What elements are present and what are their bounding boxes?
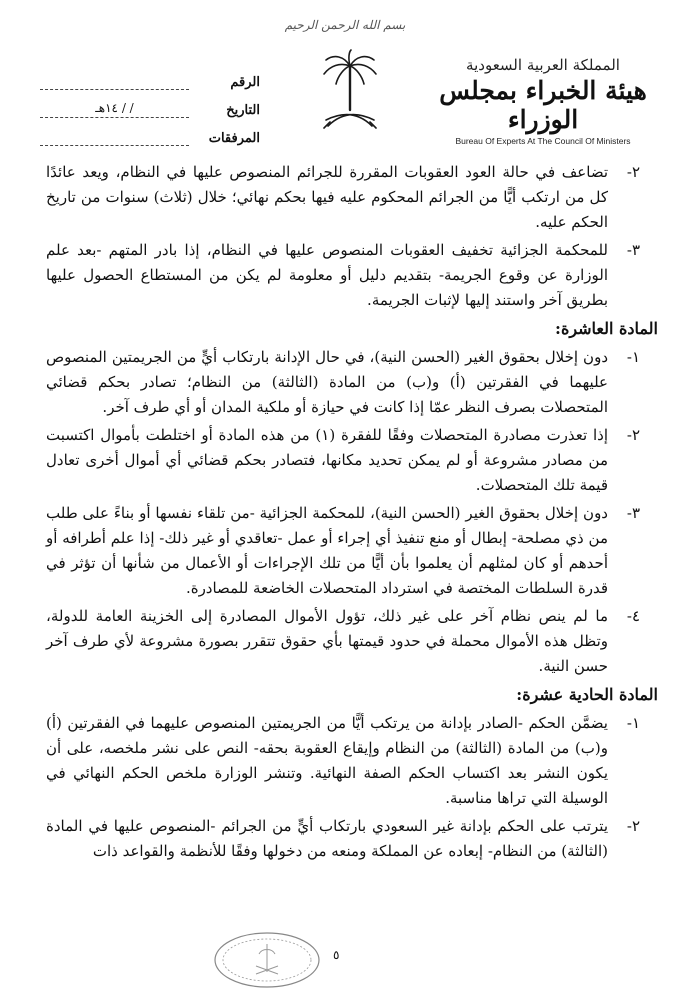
item-text: إذا تعذرت مصادرة المتحصلات وفقًا للفقرة (١) من هذه المادة أو اختلطت بأموال اكتسبت من مصادر مشروعة أو لم يمكن تحديد مكانها، فتصادر بحكم قضائي أي أموال أخرى تعادل قيمة تلك المتحصلات.	[46, 426, 608, 494]
article-10-heading: المادة العاشرة:	[555, 319, 658, 338]
paragraph-item	[46, 160, 640, 235]
reference-row	[40, 62, 260, 90]
attachments-field	[40, 129, 189, 146]
article-11-heading: المادة الحادية عشرة:	[516, 685, 658, 704]
item-number: ٣-	[626, 241, 640, 259]
item-text: يضمَّن الحكم -الصادر بإدانة من يرتكب أيًّا من الجريمتين المنصوص عليهما في الفقرتين (أ) و(ب) من المادة (الثالثة) من النظام وإيقاع العقوبة بحقه- النص على نشر ملخصه، على أن يكون النشر بعد اكتساب الحكم الصفة النهائية. وتنشر الوزارة ملخص الحكم النهائي في الوسيلة التي تراها مناسبة.	[46, 714, 608, 807]
reference-field	[40, 73, 189, 90]
page-number: ٥	[333, 948, 340, 962]
item-number: ٣-	[626, 504, 640, 522]
item-number: ٢-	[626, 426, 640, 444]
paragraph-item	[46, 604, 640, 679]
paragraph-item	[46, 711, 640, 811]
item-text: ما لم ينص نظام آخر على غير ذلك، تؤول الأموال المصادرة إلى الخزينة العامة للدولة، وتظل هذه الأموال محملة في حدود قيمتها بأي حقوق تتقرر بصورة مشروعة لأي طرف آخر حسن النية.	[46, 607, 608, 675]
reference-block	[40, 62, 260, 146]
date-field: / / ١٤هـ	[40, 101, 189, 118]
paragraph-item	[46, 501, 640, 601]
item-text: دون إخلال بحقوق الغير (الحسن النية)، في حال الإدانة بارتكاب أيٍّ من الجريمتين المنصوص عليهما في الفقرتين (أ) و(ب) من المادة (الثالثة) من النظام؛ تصادر بحكم قضائي المتحصلات بصرف النظر عمّا إذا كانت في حيازة أو ملكية المدان أو أي طرف آخر.	[46, 348, 608, 416]
paragraph-item	[46, 238, 640, 313]
attachments-label: المرفقات	[208, 131, 260, 146]
kingdom-name: المملكة العربية السعودية	[466, 56, 620, 74]
item-number: ٢-	[626, 163, 640, 181]
bureau-name-arabic: هيئة الخبراء بمجلس الوزراء	[439, 76, 647, 134]
date-label: التاريخ	[226, 103, 260, 118]
official-seal-icon	[212, 930, 322, 990]
date-row	[40, 90, 260, 118]
palm-swords-emblem-icon	[318, 48, 382, 138]
item-text: يترتب على الحكم بإدانة غير السعودي بارتكاب أيٍّ من الجرائم -المنصوص عليها في المادة (الثالثة) من النظام- إبعاده عن المملكة ومنعه من دخولها وفقًا للأنظمة والقواعد ذات	[46, 817, 608, 860]
item-number: ٤-	[626, 607, 640, 625]
item-number: ١-	[626, 714, 640, 732]
item-number: ١-	[626, 348, 640, 366]
item-text: للمحكمة الجزائية تخفيف العقوبات المنصوص عليها في النظام، إذا بادر المتهم -بعد علم الوزارة عن وقوع الجريمة- بتقديم دليل أو معلومة لم يكن من المستطاع الحصول عليها بطريق آخر واستند إليها لإثبات الجريمة.	[46, 241, 608, 309]
attachments-row	[40, 118, 260, 146]
item-text: تضاعف في حالة العود العقوبات المقررة للجرائم المنصوص عليها في النظام، ويعد عائدًا كل من ارتكب أيًّا من الجرائم المحكوم عليه فيها بحكم نهائي؛ خلال (ثلاث) سنوات من تاريخ الحكم عليه.	[46, 163, 608, 231]
document-body	[46, 160, 658, 867]
paragraph-item	[46, 814, 640, 864]
bureau-logo	[428, 56, 658, 146]
item-number: ٢-	[626, 817, 640, 835]
basmala: بسم الله الرحمن الرحيم	[284, 18, 406, 32]
bureau-name-english: Bureau Of Experts At The Council Of Ministers	[455, 136, 631, 146]
paragraph-item	[46, 423, 640, 498]
item-text: دون إخلال بحقوق الغير (الحسن النية)، للمحكمة الجزائية -من تلقاء نفسها أو بناءً على طلب من ذي مصلحة- إبطال أو منع تنفيذ أي إجراء أو عمل -تعاقدي أو غير ذلك- إذا علم أطرافه أو أحدهم أو كان لمثلهم أن يعلموا بأن أيًّا من تلك الإجراءات أو الأعمال من شأنها أن تؤثر في قدرة السلطات المختصة في استرداد المتحصلات الخاضعة للمصادرة.	[46, 504, 608, 597]
paragraph-item	[46, 345, 640, 420]
reference-label: الرقم	[230, 75, 260, 90]
